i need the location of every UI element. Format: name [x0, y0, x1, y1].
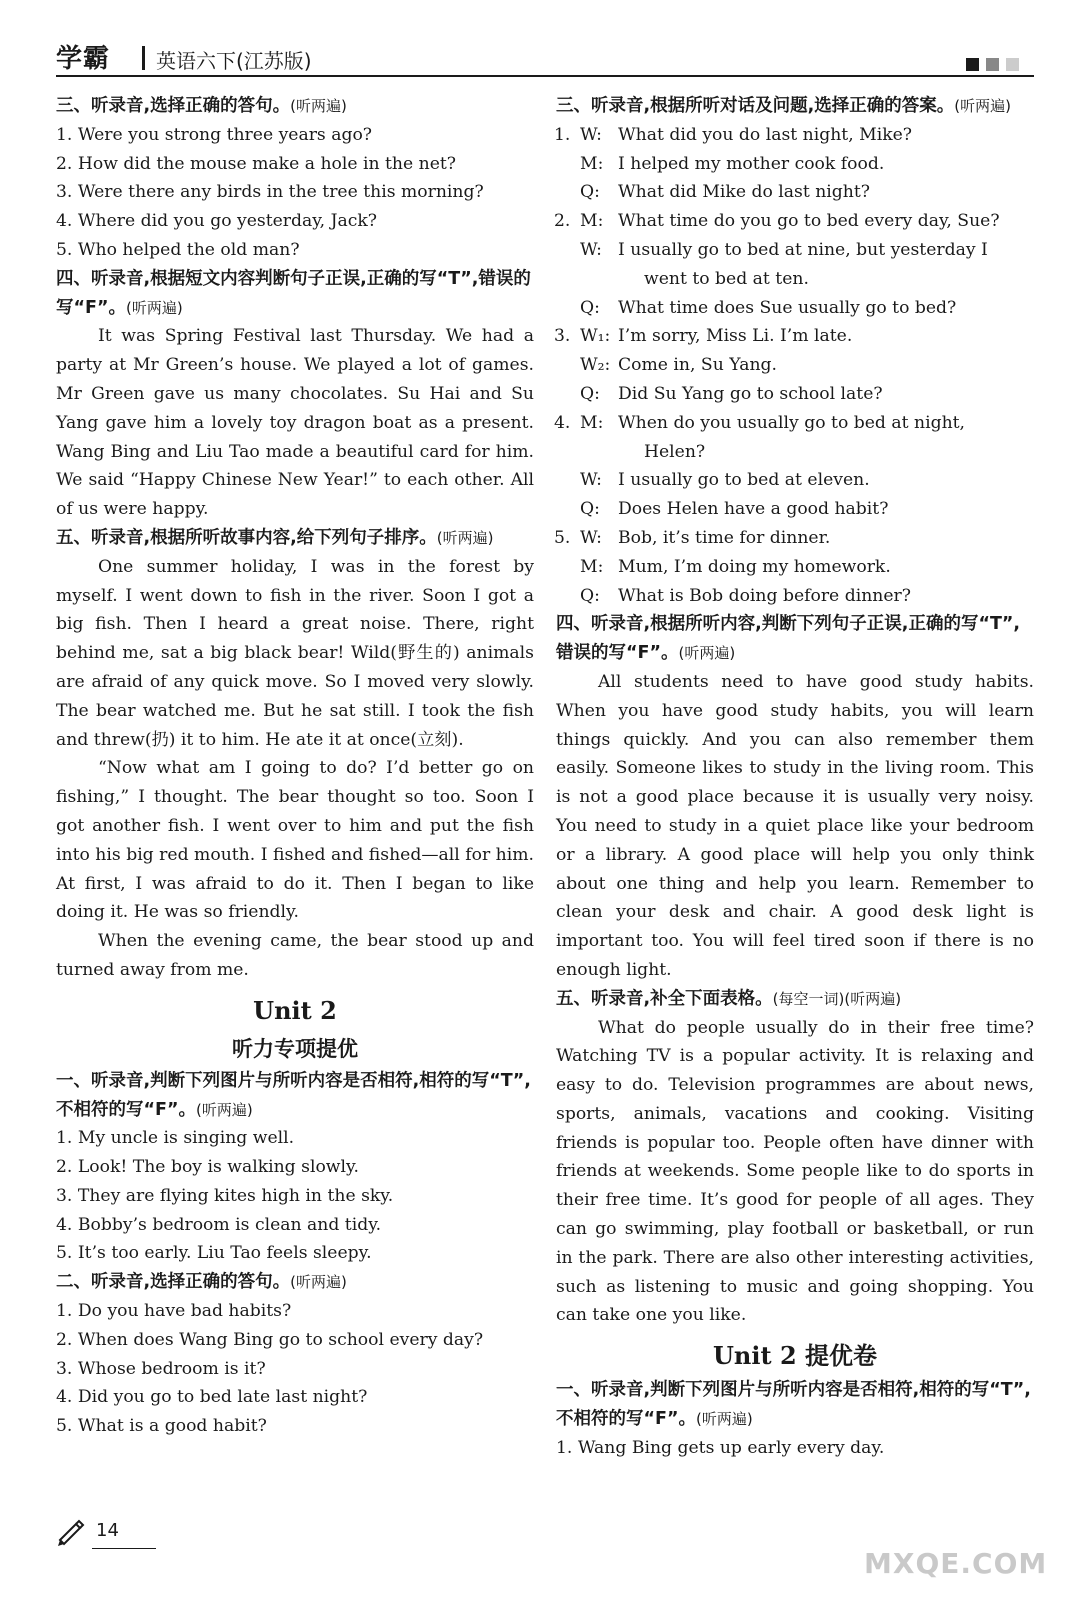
page-number: 14	[96, 1520, 119, 1541]
section-heading: 三、听录音,根据所听对话及问题,选择正确的答案。(听两遍)	[556, 96, 1012, 116]
passage-paragraph: “Now what am I going to do? I’d better go on fishing,” I thought. The bear thought so too. Soon I got another fish. I went over to him and put the fish into his big red mouth. I fished and fished—all for him. At first, I was afraid to do it. Then I began to like doing it. He was so friendly.	[56, 758, 534, 923]
list-item: 5. Who helped the old man?	[56, 239, 300, 260]
watermark	[864, 1490, 1054, 1580]
unit-title: Unit 2	[253, 995, 337, 1025]
section-heading: 三、听录音,选择正确的答句。(听两遍)	[56, 96, 347, 116]
watermark-text: MXQE.COM	[864, 1547, 1048, 1580]
header-separator	[142, 46, 145, 70]
list-item: 1. Do you have bad habits?	[56, 1301, 292, 1322]
dialogue: 4. M: When do you usually go to bed at night, Helen? W: I usually go to bed at eleven. Q: Does Helen have a good habit?	[554, 412, 966, 520]
list-item: 1. My uncle is singing well.	[56, 1128, 295, 1149]
footer-rule	[92, 1548, 156, 1549]
dialogue: 3. W₁: I’m sorry, Miss Li. I’m late. W₂: Come in, Su Yang. Q: Did Su Yang go to school late?	[554, 326, 883, 404]
page-header	[56, 38, 1034, 80]
dialogue: 1. W: What did you do last night, Mike? M: I helped my mother cook food. Q: What did Mike do last night?	[554, 124, 913, 203]
section-heading: 一、听录音,判断下列图片与所听内容是否相符,相符的写“T”,不相符的写“F”。(听两遍)	[56, 1070, 531, 1120]
header-square-icon	[1006, 58, 1019, 71]
list-item: 5. It’s too early. Liu Tao feels sleepy.	[56, 1243, 372, 1264]
list-item: 1. Were you strong three years ago?	[56, 124, 373, 145]
list-item: 1. Wang Bing gets up early every day.	[556, 1437, 885, 1458]
list-item: 3. Whose bedroom is it?	[56, 1358, 266, 1379]
unit-subtitle: 听力专项提优	[232, 1036, 358, 1061]
dialogue: 5. W: Bob, it’s time for dinner. M: Mum, I’m doing my homework. Q: What is Bob doing before dinner?	[554, 527, 911, 606]
dialogue: 2. M: What time do you go to bed every day, Sue? W: I usually go to bed at nine, but yesterday I went to bed at ten. Q: What time does Sue usually go to bed?	[554, 211, 1000, 318]
header-square-icon	[986, 58, 999, 71]
pencil-icon	[56, 1516, 86, 1546]
header-rule	[56, 75, 1034, 77]
list-item: 4. Where did you go yesterday, Jack?	[56, 211, 377, 232]
left-column	[56, 92, 534, 1441]
list-item: 4. Bobby’s bedroom is clean and tidy.	[56, 1214, 382, 1235]
unit-title: Unit 2 提优卷	[713, 1341, 877, 1371]
list-item: 3. Were there any birds in the tree this morning?	[56, 182, 484, 203]
list-item: 2. Look! The boy is walking slowly.	[56, 1157, 359, 1178]
passage-paragraph: When the evening came, the bear stood up and turned away from me.	[56, 931, 534, 980]
section-heading: 二、听录音,选择正确的答句。(听两遍)	[56, 1272, 347, 1293]
list-item: 2. How did the mouse make a hole in the net?	[56, 153, 456, 174]
passage: What do people usually do in their free time? Watching TV is a popular activity. It is relaxing and easy to do. Television programmes are about news, sports, animals, vacations and cooking. Visiting friends is popular too. People often have dinner with friends at weekends. Some people like to do sports in their free time. It’s good for people of all ages. They can go swimming, play football or basketball, or run in the park. There are also other interesting activities, such as listening to music and going shopping. You can take one you like.	[556, 1017, 1034, 1326]
section-heading: 四、听录音,根据短文内容判断句子正误,正确的写“T”,错误的写“F”。(听两遍)	[56, 268, 531, 318]
list-item: 5. What is a good habit?	[56, 1416, 267, 1437]
logo: 学霸	[56, 44, 111, 74]
section-heading: 五、听录音,补全下面表格。(每空一词)(听两遍)	[556, 988, 902, 1009]
list-item: 2. When does Wang Bing go to school every day?	[56, 1329, 484, 1350]
list-item: 4. Did you go to bed late last night?	[56, 1387, 368, 1408]
section-heading: 四、听录音,根据所听内容,判断下列句子正误,正确的写“T”,错误的写“F”。(听两遍)	[556, 614, 1021, 664]
page-footer	[56, 1512, 146, 1552]
list-item: 3. They are flying kites high in the sky.	[56, 1185, 394, 1206]
section-heading: 五、听录音,根据所听故事内容,给下列句子排序。(听两遍)	[56, 527, 494, 548]
passage: All students need to have good study habits. When you have good study habits, you will learn things quickly. And you can also remember them easily. Someone likes to study in the living room. This is not a good place because it is usually very noisy. You need to study in a quiet place like your bedroom or a library. A good place will help you only think about one thing and help you learn. Remember to clean your desk and chair. A good desk light is important too. You will feel tired soon if there is no enough light.	[556, 671, 1034, 980]
section-heading: 一、听录音,判断下列图片与所听内容是否相符,相符的写“T”,不相符的写“F”。(听两遍)	[556, 1380, 1031, 1430]
passage: It was Spring Festival last Thursday. We had a party at Mr Green’s house. We played a lot of games. Mr Green gave us many chocolates. Su Hai and Su Yang gave him a lovely toy dragon boat as a present. Wang Bing and Liu Tao made a beautiful card for him. We said “Happy Chinese New Year!” to each other. All of us were happy.	[56, 326, 534, 520]
right-column	[556, 92, 1034, 1463]
header-square-icon	[966, 58, 979, 71]
book-title: 英语六下(江苏版)	[156, 49, 312, 73]
passage-paragraph: One summer holiday, I was in the forest by myself. I went down to fish in the river. Soon I got a big fish. Then I heard a great noise. There, right behind me, sat a big black bear! Wild(野生的) animals are afraid of any quick move. So I moved very slowly. The bear watched me. But he sat still. I took the fish and threw(扔) it to him. He ate it at once(立刻).	[56, 556, 534, 750]
